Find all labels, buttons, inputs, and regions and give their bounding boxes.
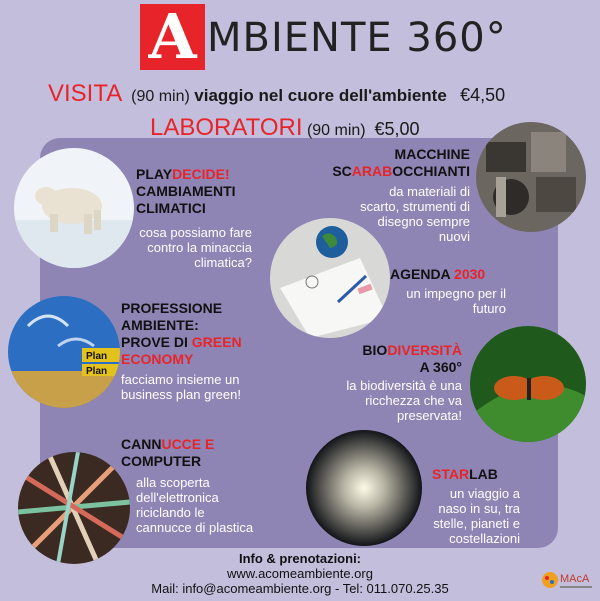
starlab-desc [420,486,520,546]
cannucce-title [121,436,214,470]
cannucce-desc-3: riciclando le [136,505,205,520]
maca-logo-text: MAcA [560,573,590,585]
macchine-desc-4: nuovi [438,229,470,244]
biodiversita-desc-1: la biodiversità è una [346,378,462,393]
macchine-desc [318,184,470,244]
biodiversita-title [300,342,462,376]
cannucce-desc [136,475,253,535]
page-title: MBIENTE 360° [207,15,507,61]
starlab-desc-4: costellazioni [449,531,520,546]
biodiversita-title-b: DIVERSITÀ [387,342,462,358]
starlab-desc-1: un viaggio a [449,486,520,501]
professione-desc [121,372,241,402]
footer-title: Info & prenotazioni: [238,551,362,566]
cannucce-desc-1: alla scoperta [136,475,210,490]
cannucce-title-c: COMPUTER [121,453,202,469]
play-decide-title-b: DECIDE! [172,166,230,182]
sign-plan-2: Plan [86,366,108,377]
play-decide-desc [100,225,252,270]
biodiversita-title-a: BIO [362,342,388,358]
play-decide-title [136,166,236,217]
logo-letter: A [148,0,197,73]
starlab-desc-2: naso in su, tra [438,501,520,516]
professione-title-c: PROVE DI [121,334,192,350]
laboratori-duration: (90 min) [306,122,366,139]
cannucce-title-b: UCCE E [161,436,215,452]
agenda-desc [370,286,506,316]
starlab-title [432,466,498,483]
visita-description: viaggio nel cuore dell'ambiente [194,86,447,105]
visita-price: €4,50 [460,85,506,105]
footer-website-link[interactable]: www.acomeambiente.org [227,566,373,581]
laboratori-label: LABORATORI [150,114,303,141]
professione-title-e: ECONOMY [121,351,194,367]
play-decide-title-a: PLAY [136,166,173,182]
maca-logo [540,566,596,596]
professione-title-b: AMBIENTE: [121,317,199,333]
play-decide-desc-2: contro la minaccia [147,240,252,255]
professione-title [121,300,242,368]
star-cluster-image [306,430,422,546]
cannucce-desc-4: cannucce di plastica [136,520,254,535]
play-decide-title-d: CLIMATICI [136,200,206,216]
macchine-desc-2: scarto, strumenti di [360,199,470,214]
biodiversita-desc-3: preservata! [396,408,462,423]
butterfly-image [470,326,586,442]
macchine-title [300,146,470,180]
agenda-title-a: AGENDA [390,266,455,282]
starlab-desc-3: stelle, pianeti e [433,516,520,531]
laboratori-price: €5,00 [374,119,420,139]
macchine-title-b: SC [332,163,352,179]
green-economy-image [8,296,120,408]
biodiversita-desc [300,378,462,423]
professione-title-d: GREEN [191,334,242,350]
macchine-title-c: ARAB [351,163,393,179]
play-decide-desc-3: climatica? [194,255,252,270]
agenda-desc-2: futuro [472,301,506,316]
agenda-title-b: 2030 [454,266,486,282]
cannucce-desc-2: dell'elettronica [136,490,219,505]
professione-title-a: PROFESSIONE [121,300,223,316]
play-decide-desc-1: cosa possiamo fare [139,225,252,240]
biodiversita-desc-2: ricchezza che va [365,393,462,408]
macchine-title-d: OCCHIANTI [392,163,470,179]
cannucce-title-a: CANN [121,436,162,452]
sign-plan-1: Plan [86,351,108,362]
straws-image [18,452,130,564]
macchine-desc-1: da materiali di [389,184,470,199]
professione-desc-2: business plan green! [121,387,241,402]
biodiversita-title-c: A 360° [419,359,462,375]
professione-desc-1: facciamo insieme un [121,372,240,387]
visita-duration: (90 min) [131,88,190,105]
laboratori-line [150,114,420,142]
agenda-desc-1: un impegno per il [406,286,506,301]
visita-label: VISITA [48,80,123,107]
agenda-title [390,266,485,283]
starlab-title-b: LAB [469,466,498,482]
starlab-title-a: STAR [432,466,470,482]
macchine-title-a: MACCHINE [394,146,470,162]
macchine-desc-3: disegno sempre [377,214,470,229]
machines-image [476,122,586,232]
visita-line [48,80,505,108]
play-decide-title-c: CAMBIAMENTI [136,183,236,199]
footer-contact: Mail: info@acomeambiente.org - Tel: 011.070.25.35 [151,581,449,596]
